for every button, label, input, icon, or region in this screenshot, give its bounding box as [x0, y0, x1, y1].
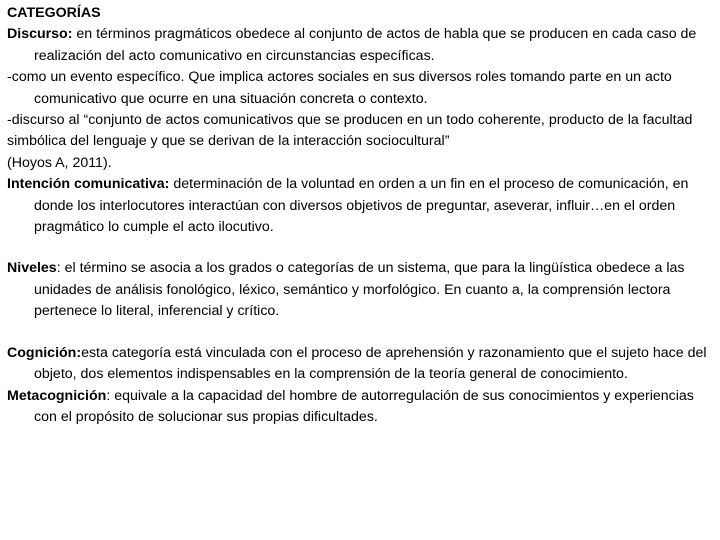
intencion-term: Intención comunicativa:: [7, 176, 170, 193]
metacognicion-paragraph: [7, 386, 715, 429]
cognicion-paragraph: [7, 343, 715, 386]
citation: (Hoyos A, 2011).: [7, 154, 112, 171]
discurso-definition: en términos pragmáticos obedece al conjunto de actos de habla que se producen en cada caso de realización del acto comunicativo en circunstancias específicas.: [34, 26, 697, 64]
niveles-paragraph: [7, 258, 715, 322]
document-title: CATEGORÍAS: [7, 5, 101, 21]
spacer: [7, 323, 715, 343]
conjunto-paragraph: -discurso al “conjunto de actos comunicativos que se producen en un todo coherente, producto de la facultad simbólica del lenguaje y que se derivan de la interacción sociocultural”: [7, 112, 693, 150]
niveles-definition: : el término se asocia a los grados o categorías de un sistema, que para la lingüística obedece a las unidades de análisis fonológico, léxico, semántico y morfológico. En cuanto a, la comprensión lectora pertenece lo literal, inferencial y crítico.: [34, 260, 685, 320]
intencion-definition: determinación de la voluntad en orden a un fin en el proceso de comunicación, en donde los interlocutores interactúan con diversos objetivos de preguntar, aseverar, influir…en el orden pragmático lo cumple el acto ilocutivo.: [34, 176, 689, 236]
spacer: [7, 238, 715, 258]
metacognicion-term: Metacognición: [7, 387, 107, 404]
intencion-paragraph: [7, 174, 715, 238]
evento-paragraph: -como un evento específico. Que implica actores sociales en sus diversos roles tomando parte en un acto comunicativo que ocurre en una situación concreta o contexto.: [7, 69, 672, 107]
document-body: [7, 3, 715, 428]
discurso-paragraph: [7, 24, 715, 67]
discurso-term: Discurso:: [7, 26, 73, 43]
metacognicion-definition: : equivale a la capacidad del hombre de autorregulación de sus conocimientos y experiencias con el propósito de solucionar sus propias dificultades.: [34, 387, 694, 425]
cognicion-definition: esta categoría está vinculada con el proceso de aprehensión y razonamiento que el sujeto hace del objeto, dos elementos indispensables en la comprensión de la teoría general de conocimiento.: [34, 344, 707, 383]
cognicion-term: Cognición:: [7, 344, 82, 361]
niveles-term: Niveles: [7, 260, 57, 277]
